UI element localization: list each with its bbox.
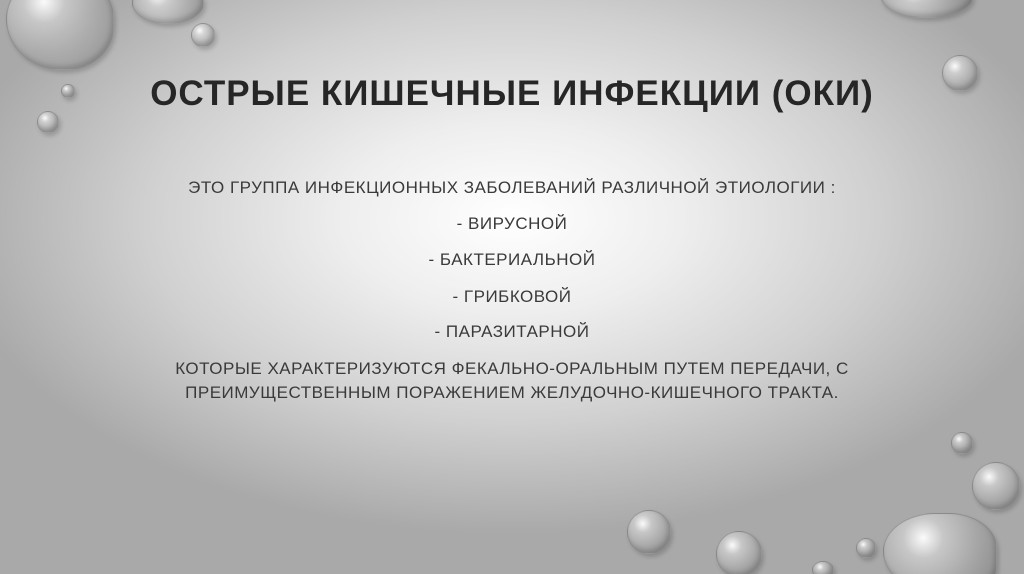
water-drop-decoration: [37, 111, 59, 133]
water-drop-decoration: [191, 23, 215, 47]
water-drop-decoration: [716, 531, 762, 574]
conclusion-line-1: КОТОРЫЕ ХАРАКТЕРИЗУЮТСЯ ФЕКАЛЬНО-ОРАЛЬНЫМ ПУТЕМ ПЕРЕДАЧИ, С: [175, 359, 849, 378]
list-item-viral: - ВИРУСНОЙ: [456, 214, 568, 233]
water-drop-decoration: [6, 0, 114, 70]
list-item-fungal: - ГРИБКОВОЙ: [452, 287, 572, 306]
water-drop-decoration: [972, 462, 1020, 510]
water-drop-decoration: [132, 0, 204, 24]
water-drop-decoration: [881, 0, 973, 18]
list-item-parasitic: - ПАРАЗИТАРНОЙ: [434, 322, 590, 341]
slide-title: ОСТРЫЕ КИШЕЧНЫЕ ИНФЕКЦИИ (ОКИ): [150, 74, 874, 113]
water-drop-decoration: [812, 561, 834, 574]
list-item-bacterial: - БАКТЕРИАЛЬНОЙ: [428, 250, 596, 269]
water-drop-decoration: [951, 432, 973, 454]
intro-text: ЭТО ГРУППА ИНФЕКЦИОННЫХ ЗАБОЛЕВАНИЙ РАЗЛИЧНОЙ ЭТИОЛОГИИ :: [188, 178, 836, 197]
water-drop-decoration: [883, 513, 997, 574]
conclusion-line-2: ПРЕИМУЩЕСТВЕННЫМ ПОРАЖЕНИЕМ ЖЕЛУДОЧНО-КИШЕЧНОГО ТРАКТА.: [185, 383, 839, 402]
water-drop-decoration: [856, 538, 876, 558]
water-drop-decoration: [627, 510, 671, 554]
